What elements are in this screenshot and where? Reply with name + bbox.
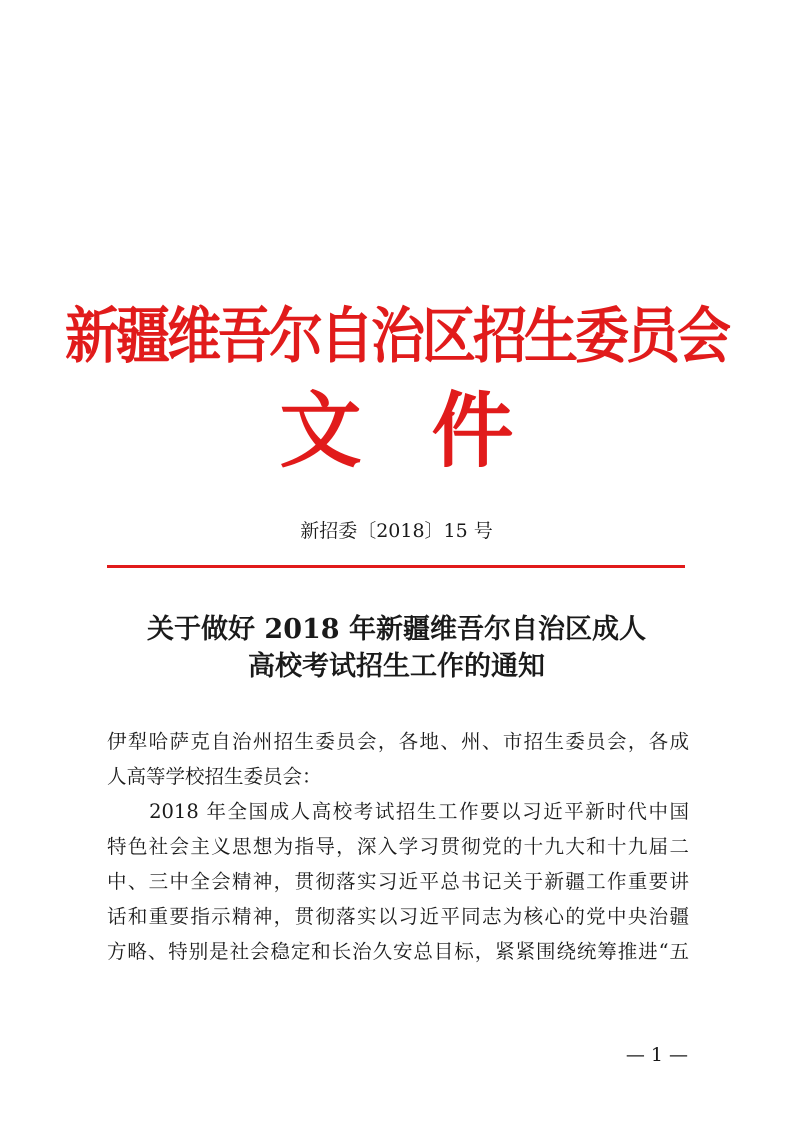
- document-title-line-1: 关于做好 2018 年新疆维吾尔自治区成人: [147, 614, 646, 645]
- body-text-line: 2018 年全国成人高校考试招生工作要以习近平新时代中国: [107, 800, 689, 823]
- body-text-line: 话和重要指示精神，贯彻落实以习近平同志为核心的党中央治疆: [107, 905, 689, 928]
- page-number: — 1 —: [625, 1044, 688, 1066]
- issuing-organization-header: 新疆维吾尔自治区招生委员会: [65, 300, 728, 372]
- document-type-header: 文件: [279, 384, 584, 479]
- red-divider-line: [107, 565, 685, 568]
- document-number: 新招委〔2018〕15 号: [300, 520, 493, 542]
- body-text-line: 中、三中全会精神，贯彻落实习近平总书记关于新疆工作重要讲: [107, 870, 689, 893]
- document-title-line-2: 高校考试招生工作的通知: [248, 651, 545, 682]
- body-text-line: 人高等学校招生委员会：: [107, 765, 322, 788]
- body-text-line: 伊犁哈萨克自治州招生委员会，各地、州、市招生委员会，各成: [107, 730, 689, 753]
- body-text-line: 方略、特别是社会稳定和长治久安总目标，紧紧围绕统筹推进“五: [107, 940, 689, 963]
- body-text-line: 特色社会主义思想为指导，深入学习贯彻党的十九大和十九届二: [107, 835, 689, 858]
